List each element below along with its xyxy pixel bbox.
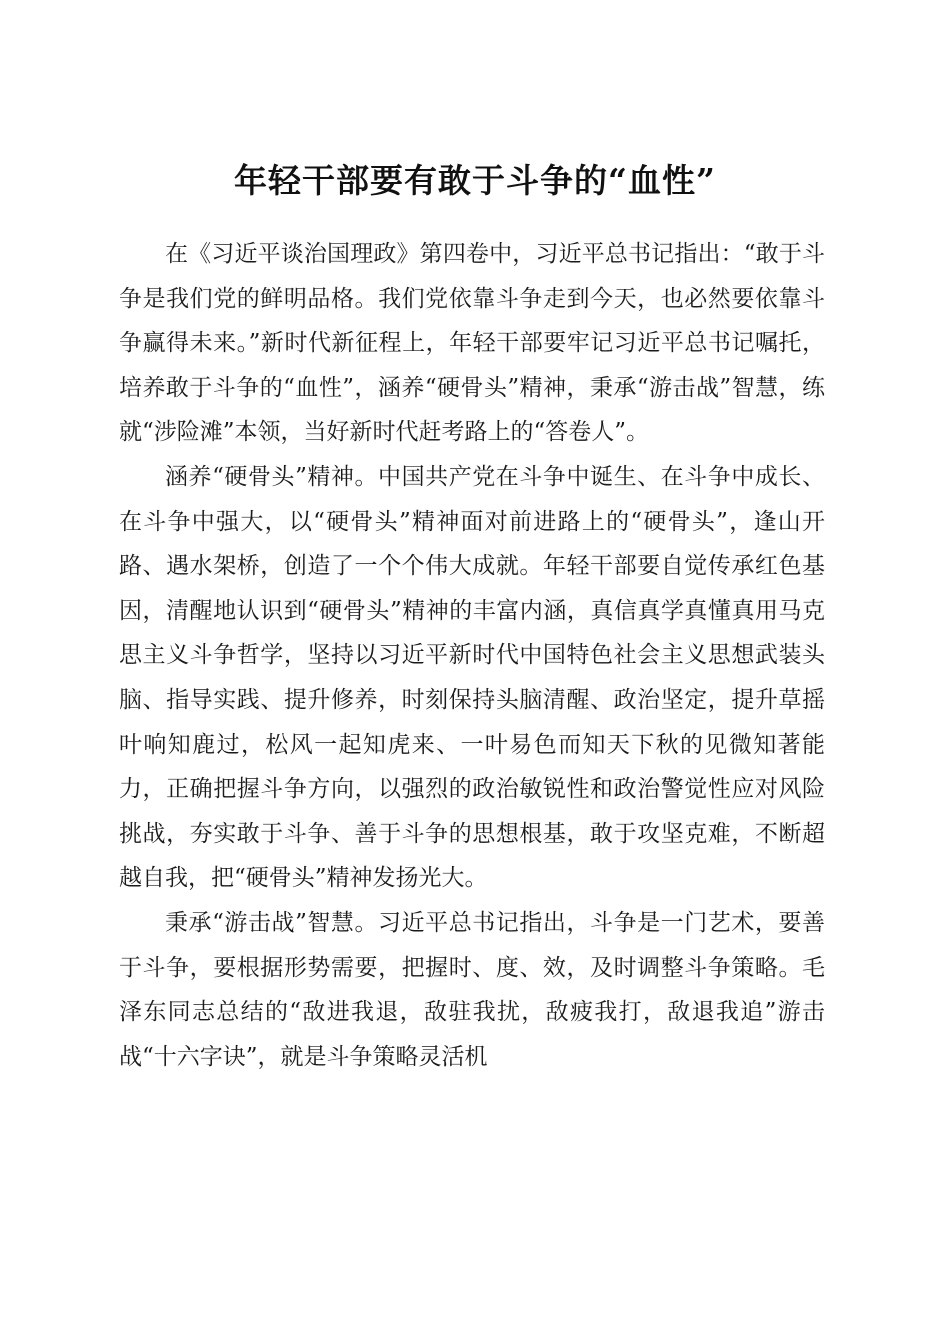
paragraph-guerrilla-wisdom: 秉承“游击战”智慧。习近平总书记指出，斗争是一门艺术，要善于斗争，要根据形势需要，把握时、度、效，及时调整斗争策略。毛泽东同志总结的“敌进我退，敌驻我扰，敌疲我打，敌退我追”游击战“十六字诀”，就是斗争策略灵活机 (119, 909, 825, 1070)
paragraph-hard-bone-spirit: 涵养“硬骨头”精神。中国共产党在斗争中诞生、在斗争中成长、在斗争中强大，以“硬骨头”精神面对前进路上的“硬骨头”，逢山开路、遇水架桥，创造了一个个伟大成就。年轻干部要自觉传承红色基因，清醒地认识到“硬骨头”精神的丰富内涵，真信真学真懂真用马克思主义斗争哲学，坚持以习近平新时代中国特色社会主义思想武装头脑、指导实践、提升修养，时刻保持头脑清醒、政治坚定，提升草摇叶响知鹿过，松风一起知虎来、一叶易色而知天下秋的见微知著能力，正确把握斗争方向，以强烈的政治敏锐性和政治警觉性应对风险挑战，夯实敢于斗争、善于斗争的思想根基，敢于攻坚克难，不断超越自我，把“硬骨头”精神发扬光大。 (119, 463, 825, 892)
document-body (119, 232, 825, 1079)
paragraph-intro: 在《习近平谈治国理政》第四卷中，习近平总书记指出：“敢于斗争是我们党的鲜明品格。我们党依靠斗争走到今天，也必然要依靠斗争赢得未来。”新时代新征程上，年轻干部要牢记习近平总书记嘱托，培养敢于斗争的“血性”，涵养“硬骨头”精神，秉承“游击战”智慧，练就“涉险滩”本领，当好新时代赶考路上的“答卷人”。 (119, 241, 825, 446)
document-title: 年轻干部要有敢于斗争的“血性” (234, 161, 716, 201)
